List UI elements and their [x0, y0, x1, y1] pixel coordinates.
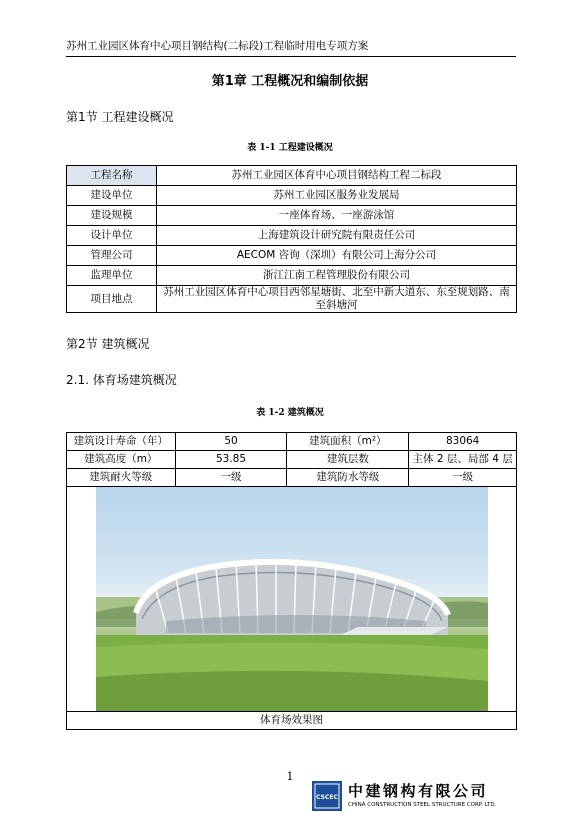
company-name-en: CHINA CONSTRUCTION STEEL STRUCTURE CORP. LTD.	[348, 802, 497, 808]
image-row	[67, 487, 517, 712]
row-value: 上海建筑设计研究院有限责任公司	[157, 226, 517, 246]
table-caption: 表 1-2 建筑概况	[256, 408, 324, 418]
row-label: 建筑层数	[287, 451, 409, 469]
stadium-illustration	[96, 487, 488, 711]
table-row	[67, 246, 517, 266]
subsection-title: 2.1. 体育场建筑概况	[66, 373, 177, 387]
caption-row	[67, 712, 517, 730]
company-logo	[312, 778, 522, 814]
row-value: 83064	[409, 433, 517, 451]
row-value: 一座体育场、一座游泳馆	[157, 206, 517, 226]
row-value: 一级	[175, 469, 287, 487]
table-row	[67, 469, 517, 487]
table-row	[67, 433, 517, 451]
row-value: 浙江江南工程管理股份有限公司	[157, 266, 517, 286]
row-label: 管理公司	[67, 246, 157, 266]
stadium-rendering-image	[96, 487, 488, 711]
row-label: 建筑高度（m）	[67, 451, 176, 469]
image-caption: 体育场效果图	[67, 712, 517, 730]
table-row	[67, 451, 517, 469]
table-row	[67, 286, 517, 313]
row-value: 主体 2 层、局部 4 层	[409, 451, 517, 469]
row-label: 建筑防水等级	[287, 469, 409, 487]
logo-mark-text: CSCEC	[316, 794, 338, 801]
company-name-cn: 中建钢构有限公司	[348, 782, 489, 800]
row-value: 50	[175, 433, 287, 451]
row-label: 项目地点	[67, 286, 157, 313]
table-row	[67, 266, 517, 286]
table-row	[67, 206, 517, 226]
section-title: 第1节 工程建设概况	[66, 110, 174, 124]
cscec-logo-icon	[312, 781, 342, 811]
row-label: 建筑面积（m²）	[287, 433, 409, 451]
row-label: 工程名称	[67, 166, 157, 186]
section-title: 第2节 建筑概况	[66, 337, 150, 351]
page-number: 1	[286, 770, 294, 783]
table-row	[67, 226, 517, 246]
table-row	[67, 186, 517, 206]
image-cell	[67, 487, 517, 712]
row-value: 苏州工业园区服务业发展局	[157, 186, 517, 206]
row-label: 建设单位	[67, 186, 157, 206]
row-label: 监理单位	[67, 266, 157, 286]
row-label: 建设规模	[67, 206, 157, 226]
building-overview-table	[66, 432, 517, 730]
table-caption: 表 1-1 工程建设概况	[247, 143, 333, 153]
row-value: 苏州工业园区体育中心项目西邻星塘街、北至中新大道东、东至规划路、南至斜塘河	[157, 286, 517, 313]
table-row	[67, 166, 517, 186]
row-label: 建筑耐火等级	[67, 469, 176, 487]
chapter-title: 第1章 工程概况和编制依据	[211, 74, 369, 89]
row-value: AECOM 咨询（深圳）有限公司上海分公司	[157, 246, 517, 266]
row-label: 建筑设计寿命（年）	[67, 433, 176, 451]
row-label: 设计单位	[67, 226, 157, 246]
project-overview-table	[66, 165, 517, 313]
row-value: 53.85	[175, 451, 287, 469]
page-header: 苏州工业园区体育中心项目钢结构(二标段)工程临时用电专项方案	[66, 38, 516, 57]
row-value: 一级	[409, 469, 517, 487]
row-value: 苏州工业园区体育中心项目钢结构工程二标段	[157, 166, 517, 186]
